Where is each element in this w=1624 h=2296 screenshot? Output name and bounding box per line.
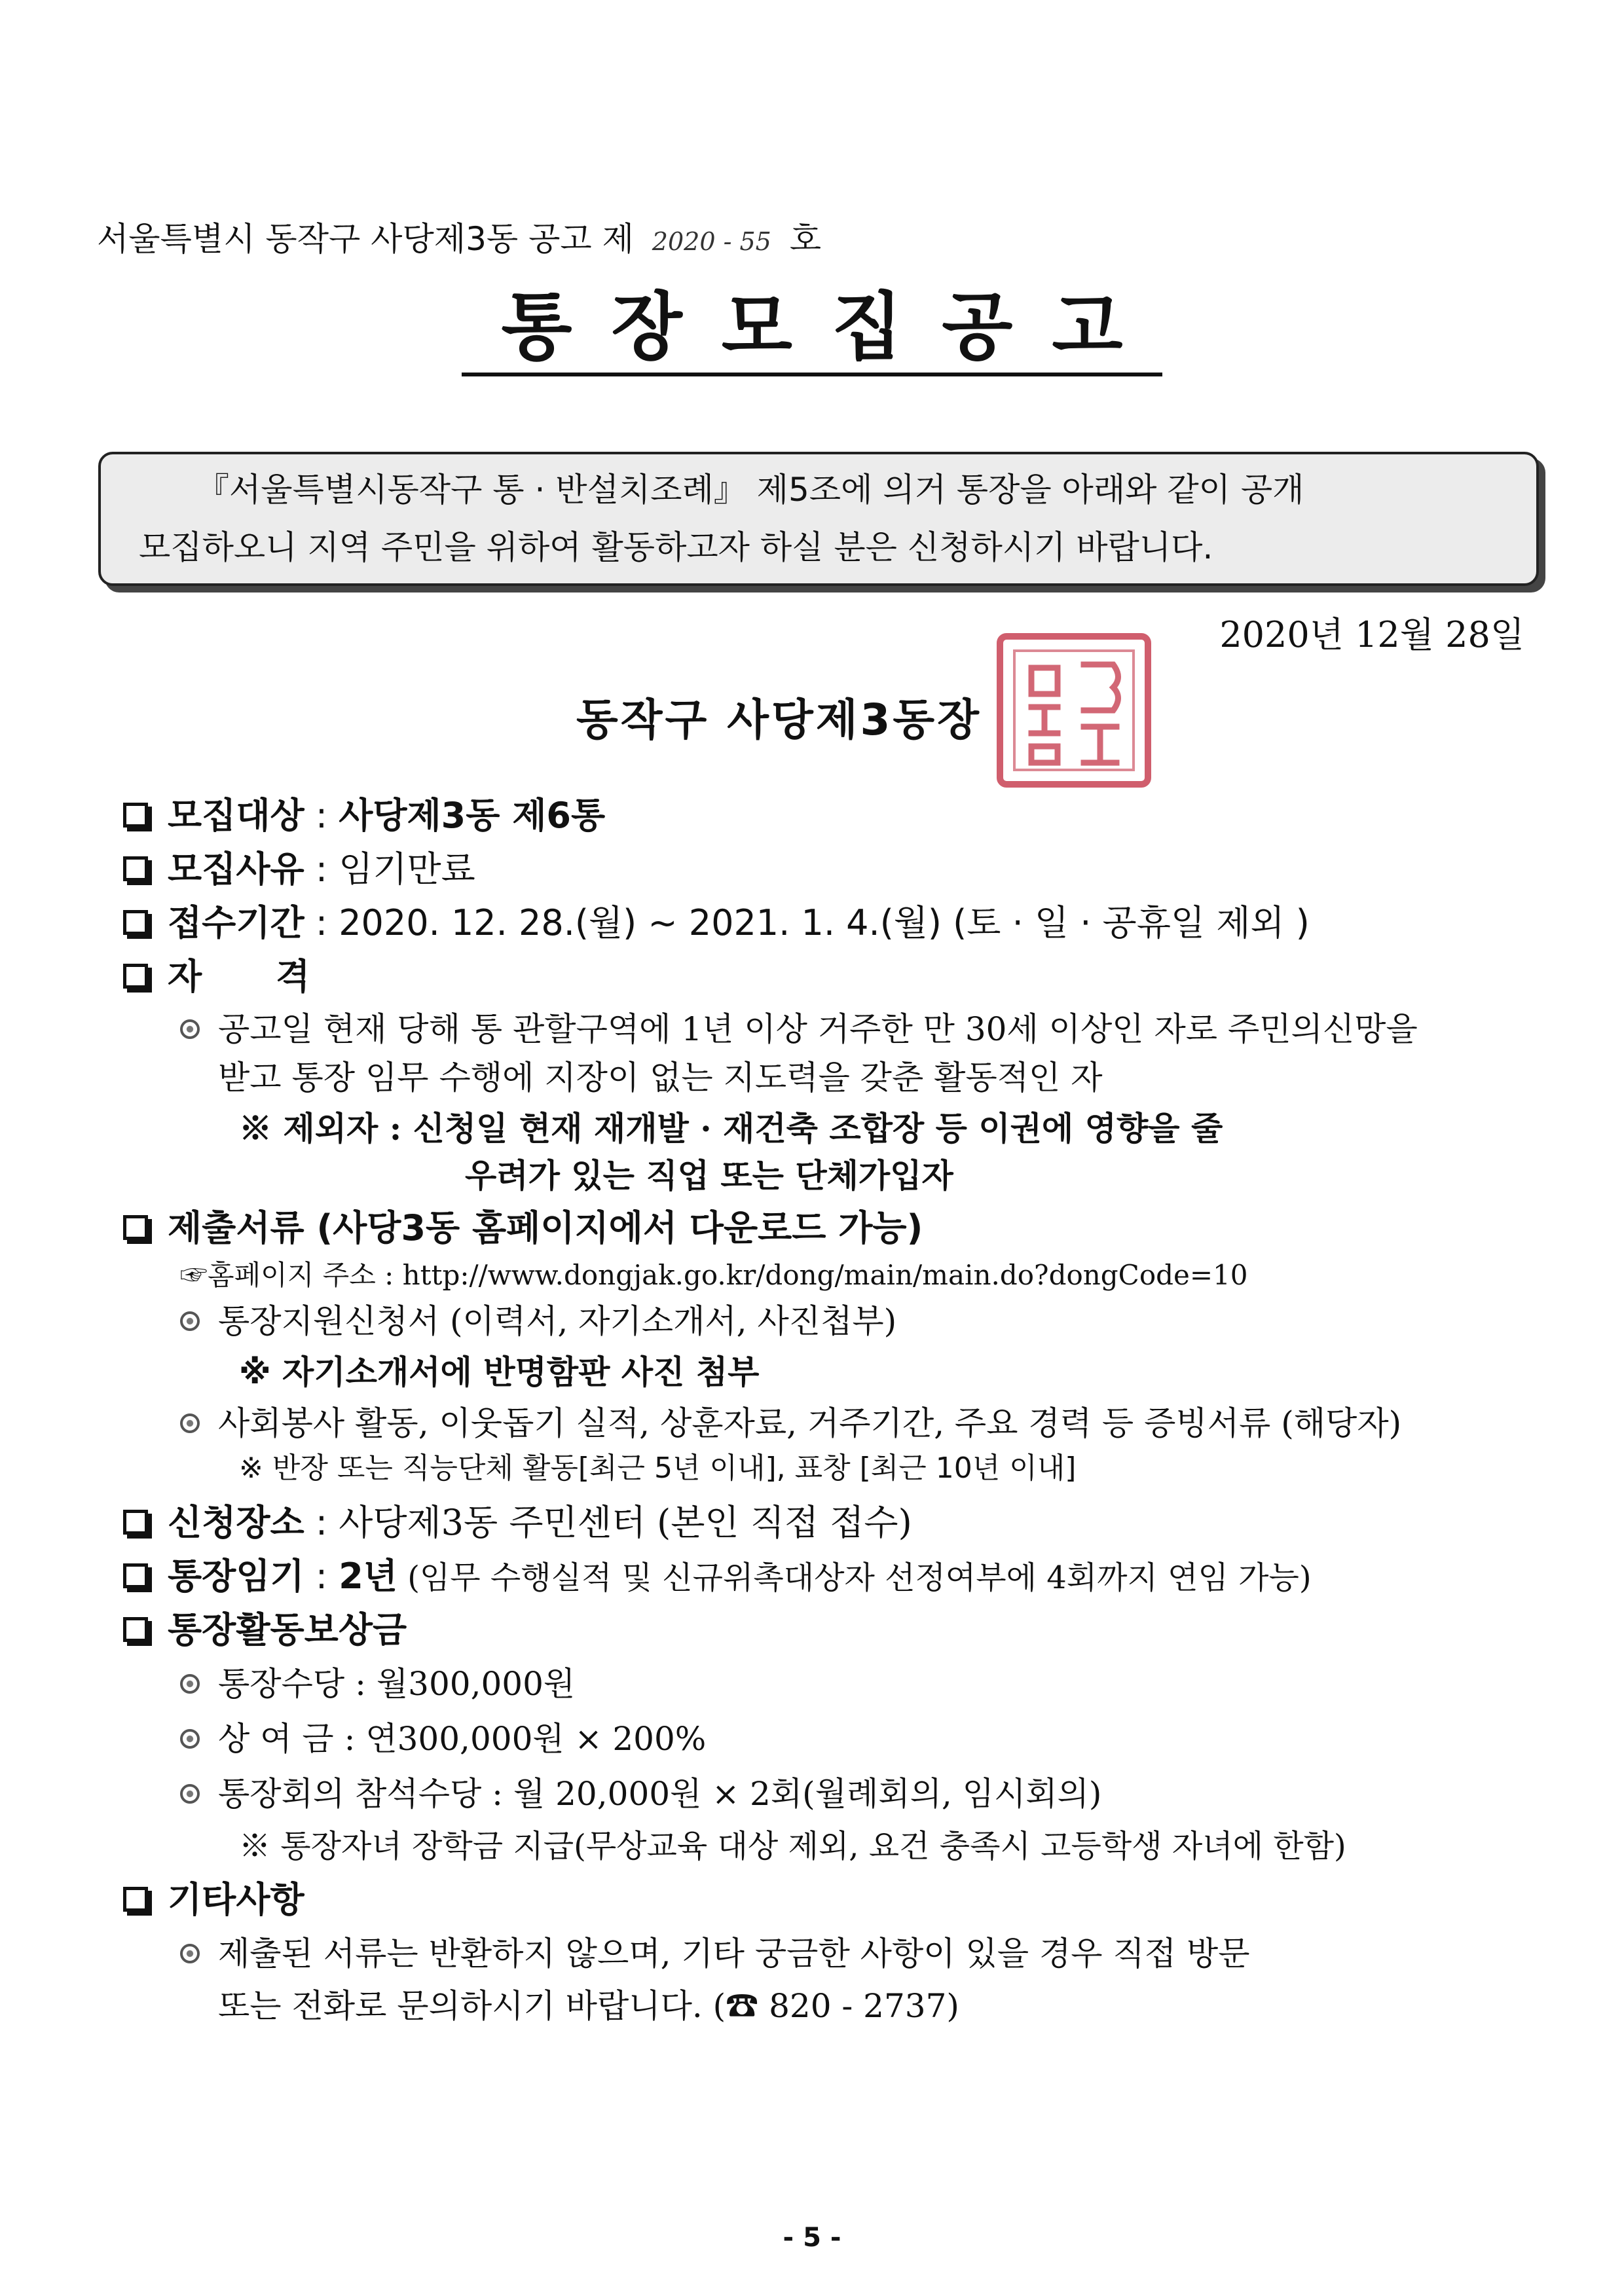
bullet-icon — [180, 1944, 200, 1963]
compensation-item-3 — [180, 1772, 1101, 1816]
section-label: 통장활동보상금 — [168, 1609, 407, 1650]
checkbox-icon — [123, 803, 148, 828]
other-line-1-text: 제출된 서류는 반환하지 않으며, 기타 궁금한 사항이 있을 경우 직접 방문 — [218, 1935, 1250, 1973]
section-label: 모집대상 — [168, 795, 304, 836]
bullet-icon — [180, 1784, 200, 1804]
compensation-item-1-text: 통장수당 : 월300,000원 — [218, 1665, 576, 1703]
section-qualification — [123, 953, 310, 1000]
bullet-icon — [180, 1674, 200, 1694]
compensation-item-2-text: 상 여 금 : 연300,000원 × 200% — [218, 1720, 707, 1758]
section-label: 기타사항 — [168, 1879, 304, 1920]
section-place: 신청장소 : 사당제3동 주민센터 (본인 직접 접수) — [123, 1499, 912, 1546]
section-value: 2020. 12. 28.(월) ~ 2021. 1. 4.(월) (토 · 일 · 공휴일 제외 ) — [339, 902, 1310, 943]
checkbox-icon — [123, 910, 148, 935]
section-value: (임무 수행실적 및 신규위촉대상자 선정여부에 4회까지 연임 가능) — [397, 1559, 1312, 1596]
section-value: 사당제3동 제6통 — [339, 795, 606, 836]
intro-line-2: 모집하오니 지역 주민을 위하여 활동하고자 하실 분은 신청하시기 바랍니다. — [139, 528, 1213, 566]
checkbox-icon — [123, 964, 148, 989]
notice-date: 2020년 12월 28일 — [1219, 614, 1524, 655]
checkbox-icon — [123, 1215, 148, 1240]
signer: 동작구 사당제3동장 — [576, 695, 982, 745]
checkbox-icon — [123, 856, 148, 881]
checkbox-icon — [123, 1510, 148, 1535]
notice-number-handwritten: 2020 - 55 — [652, 227, 771, 256]
section-label: 제출서류 (사당3동 홈페이지에서 다운로드 가능) — [168, 1207, 923, 1248]
page-title — [0, 282, 1624, 373]
page-number: - 5 - — [783, 2223, 841, 2253]
section-reason: 모집사유 : 임기만료 — [123, 846, 475, 893]
official-seal-icon — [992, 629, 1156, 792]
bullet-icon — [180, 1019, 200, 1039]
other-line-1 — [180, 1931, 1250, 1976]
intro-line-1: 『서울특별시동작구 통 · 반설치조례』 제5조에 의거 통장을 아래와 같이 공개 — [196, 471, 1304, 509]
exclusion-line-1: ※ 제외자 : 신청일 현재 재개발 · 재건축 조합장 등 이권에 영향을 줄 — [239, 1109, 1223, 1148]
qualification-line-1 — [180, 1007, 1418, 1051]
section-label: 모집사유 — [168, 848, 304, 890]
page-title-text: 통장모집공고 — [462, 285, 1162, 376]
bullet-icon — [180, 1413, 200, 1433]
section-other — [123, 1876, 304, 1923]
documents-item-2-note: ※ 반장 또는 직능단체 활동[최근 5년 이내], 표창 [최근 10년 이내] — [239, 1451, 1077, 1485]
qualification-line-2: 받고 통장 임무 수행에 지장이 없는 지도력을 갖춘 활동적인 자 — [218, 1059, 1103, 1097]
compensation-item-3-text: 통장회의 참석수당 : 월 20,000원 × 2회(월례회의, 임시회의) — [218, 1775, 1102, 1813]
documents-item-2-text: 사회봉사 활동, 이웃돕기 실적, 상훈자료, 거주기간, 주요 경력 등 증빙서류 (해당자) — [218, 1404, 1402, 1442]
section-value: 임기만료 — [339, 848, 475, 890]
documents-item-1 — [180, 1299, 896, 1343]
section-target: 모집대상 : 사당제3동 제6통 — [123, 792, 605, 839]
section-value: 사당제3동 주민센터 (본인 직접 접수) — [339, 1502, 912, 1543]
homepage-address: ☞홈페이지 주소 : http://www.dongjak.go.kr/dong/main/main.do?dongCode=10 — [180, 1259, 1248, 1291]
compensation-note: ※ 통장자녀 장학금 지급(무상교육 대상 제외, 요건 충족시 고등학생 자녀에 한함) — [239, 1828, 1346, 1865]
documents-item-2 — [180, 1401, 1401, 1446]
documents-item-1-text: 통장지원신청서 (이력서, 자기소개서, 사진첩부) — [218, 1302, 897, 1340]
section-label: 자 격 — [168, 956, 310, 997]
section-documents — [123, 1205, 923, 1252]
section-term: 통장임기 : 2년 (임무 수행실적 및 신규위촉대상자 선정여부에 4회까지 연임 가능) — [123, 1553, 1312, 1601]
checkbox-icon — [123, 1563, 148, 1588]
exclusion-line-2: 우려가 있는 직업 또는 단체가입자 — [465, 1156, 953, 1195]
notice-prefix: 서울특별시 동작구 사당제3동 공고 제 — [97, 220, 634, 258]
documents-item-1-note: ※ 자기소개서에 반명함판 사진 첨부 — [239, 1353, 760, 1391]
other-line-2: 또는 전화로 문의하시기 바랍니다. (☎ 820 - 2737) — [218, 1987, 959, 2025]
qualification-text-1: 공고일 현재 당해 통 관할구역에 1년 이상 거주한 만 30세 이상인 자로 주민의신망을 — [218, 1010, 1418, 1048]
term-years: 2년 — [339, 1556, 397, 1597]
compensation-item-2 — [180, 1717, 706, 1761]
section-label: 통장임기 — [168, 1556, 304, 1597]
compensation-item-1 — [180, 1662, 575, 1706]
section-compensation — [123, 1607, 407, 1654]
checkbox-icon — [123, 1617, 148, 1642]
section-label: 접수기간 — [168, 902, 304, 943]
checkbox-icon — [123, 1887, 148, 1912]
notice-suffix: 호 — [789, 220, 822, 258]
notice-number — [97, 216, 821, 264]
section-label: 신청장소 — [168, 1502, 304, 1543]
bullet-icon — [180, 1729, 200, 1749]
bullet-icon — [180, 1311, 200, 1331]
section-period: 접수기간 : 2020. 12. 28.(월) ~ 2021. 1. 4.(월) (토 · 일 · 공휴일 제외 ) — [123, 900, 1310, 947]
